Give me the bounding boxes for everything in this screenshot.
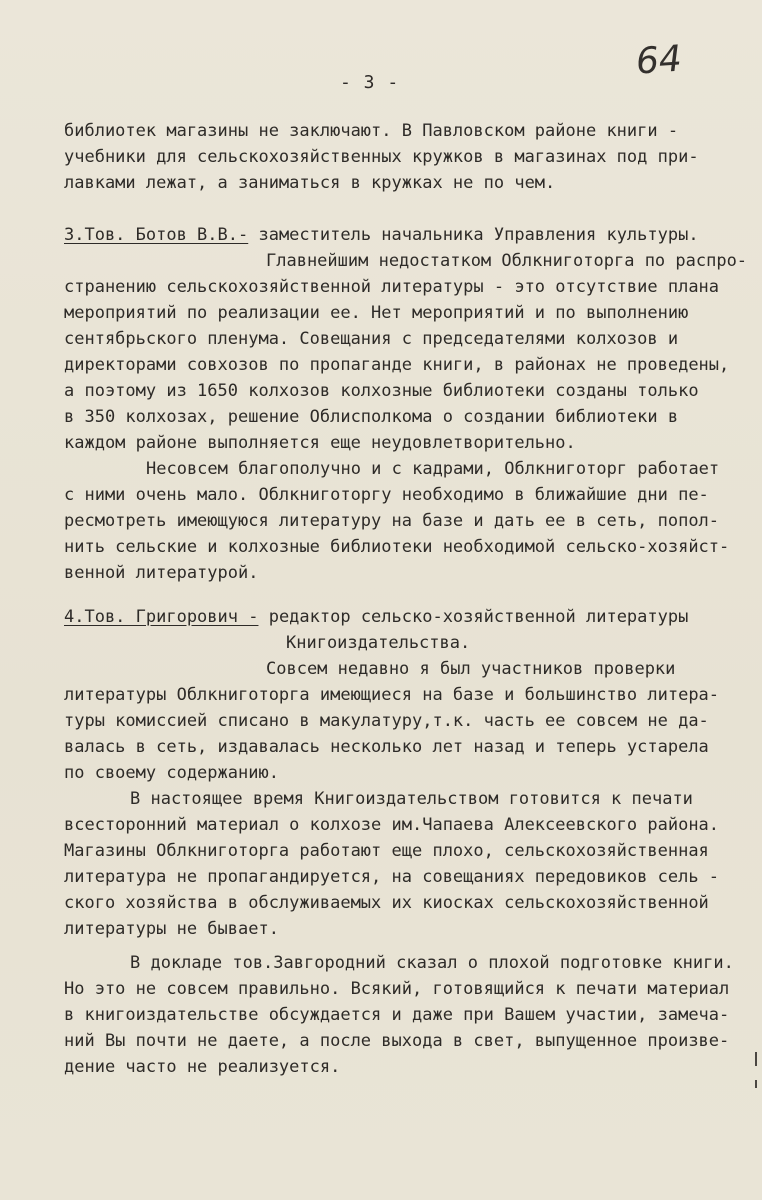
handwritten-archive-number: 64 <box>634 38 684 83</box>
text-line: а поэтому из 1650 колхозов колхозные библиотеки созданы только <box>64 381 699 401</box>
text-line: нить сельские и колхозные библиотеки необходимой сельско-хозяйст- <box>64 537 730 557</box>
text-line: Магазины Облкниготорга работают еще плохо, сельскохозяйственная <box>64 841 709 861</box>
text-line: Но это не совсем правильно. Всякий, готовящийся к печати материал <box>64 979 730 999</box>
text-line: каждом районе выполняется еще неудовлетворительно. <box>64 433 576 453</box>
text-line: по своему содержанию. <box>64 763 279 783</box>
text-line: венной литературой. <box>64 563 259 583</box>
text-line: дение часто не реализуется. <box>64 1057 341 1077</box>
text-line: валась в сеть, издавалась несколько лет назад и теперь устарела <box>64 737 709 757</box>
text-line: ний Вы почти не даете, а после выхода в свет, выпущенное произве- <box>64 1031 730 1051</box>
text-line: библиотек магазины не заключают. В Павловском районе книги - <box>64 121 679 141</box>
page-number: - 3 - <box>340 72 400 93</box>
speaker-3-role: заместитель начальника Управления культуры. <box>248 225 699 245</box>
text-line: Главнейшим недостатком Облкниготорга по распро- <box>266 251 748 271</box>
text-line: в книгоиздательстве обсуждается и даже при Вашем участии, замеча- <box>64 1005 730 1025</box>
text-line: учебники для сельскохозяйственных кружков в магазинах под при- <box>64 147 699 167</box>
text-line: литература не пропагандируется, на совещаниях передовиков сель - <box>64 867 720 887</box>
text-line: литературы не бывает. <box>64 919 279 939</box>
speaker-3-heading <box>64 222 699 248</box>
text-line: литературы Облкниготорга имеющиеся на базе и большинство литера- <box>64 685 720 705</box>
speaker-3-name: 3.Тов. Ботов В.В.- <box>64 225 249 245</box>
text-line: с ними очень мало. Облкниготоргу необходимо в ближайшие дни пе- <box>64 485 709 505</box>
speaker-4-role: редактор сельско-хозяйственной литературы <box>258 607 689 627</box>
text-line: всесторонний материал о колхозе им.Чапаева Алексеевского района. <box>64 815 720 835</box>
speaker-4-heading <box>64 604 688 630</box>
text-line: лавками лежат, а заниматься в кружках не по чем. <box>64 173 556 193</box>
text-line: ресмотреть имеющуюся литературу на базе и дать ее в сеть, попол- <box>64 511 720 531</box>
text-line: сентябрьского пленума. Совещания с председателями колхозов и <box>64 329 679 349</box>
text-line: Совсем недавно я был участников проверки <box>266 659 676 679</box>
text-line: туры комиссией списано в макулатуру,т.к. часть ее совсем не да- <box>64 711 709 731</box>
text-line: ского хозяйства в обслуживаемых их киосках сельскохозяйственной <box>64 893 709 913</box>
text-line: В докладе тов.Завгородний сказал о плохой подготовке книги. <box>130 953 734 973</box>
text-line: в 350 колхозах, решение Облисполкома о создании библиотеки в <box>64 407 679 427</box>
text-line: Несовсем благополучно и с кадрами, Облкниготорг работает <box>146 459 720 479</box>
text-line: мероприятий по реализации ее. Нет мероприятий и по выполнению <box>64 303 689 323</box>
speaker-4-name: 4.Тов. Григорович - <box>64 607 259 627</box>
text-line: В настоящее время Книгоиздательством готовится к печати <box>130 789 693 809</box>
margin-mark <box>755 1052 757 1066</box>
text-line: странению сельскохозяйственной литературы - это отсутствие плана <box>64 277 720 297</box>
text-line: директорами совхозов по пропаганде книги, в районах не проведены, <box>64 355 730 375</box>
margin-mark <box>755 1080 757 1088</box>
speaker-4-role-continuation: Книгоиздательства. <box>286 633 471 653</box>
